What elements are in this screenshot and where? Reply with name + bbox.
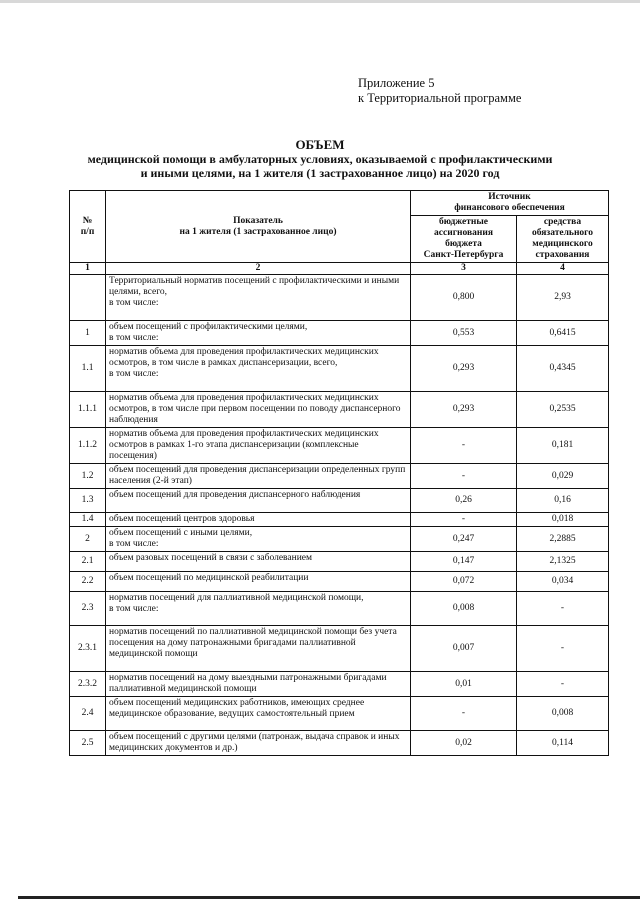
table-row (70, 275, 609, 321)
row-oms-value: 0,181 (517, 428, 609, 464)
title-line-3: и иными целями, на 1 жителя (1 застрахованное лицо) на 2020 год (140, 166, 500, 180)
row-budget-value: 0,008 (411, 592, 517, 626)
row-oms-value: 2,93 (517, 275, 609, 321)
row-oms-value: 0,018 (517, 513, 609, 527)
volume-table (69, 190, 609, 756)
row-budget-value: 0,147 (411, 552, 517, 572)
table-row (70, 697, 609, 731)
scan-bottom-edge (18, 896, 640, 899)
row-budget-value: 0,247 (411, 527, 517, 552)
row-indicator-text: объем посещений с иными целями, в том числе: (106, 527, 411, 552)
row-indicator-text: норматив объема для проведения профилактических медицинских осмотров, в том числе при первом посещении по поводу диспансерного наблюдения (106, 392, 411, 428)
row-number: 2 (70, 527, 106, 552)
row-budget-value: - (411, 428, 517, 464)
table-row (70, 572, 609, 592)
row-oms-value: 0,029 (517, 464, 609, 489)
row-budget-value: - (411, 464, 517, 489)
row-budget-value: 0,01 (411, 672, 517, 697)
table-body (70, 275, 609, 756)
row-number: 2.5 (70, 731, 106, 756)
table-row (70, 672, 609, 697)
row-oms-value: 0,4345 (517, 346, 609, 392)
row-indicator-text: объем посещений для проведения диспансеризации определенных групп населения (2-й этап) (106, 464, 411, 489)
row-indicator-text: Территориальный норматив посещений с профилактическими и иными целями, всего, в том числе: (106, 275, 411, 321)
row-indicator-text: объем посещений с профилактическими целями, в том числе: (106, 321, 411, 346)
row-budget-value: 0,293 (411, 392, 517, 428)
row-indicator-text: норматив объема для проведения профилактических медицинских осмотров, в том числе в рамках диспансеризации, всего, в том числе: (106, 346, 411, 392)
row-indicator-text: объем посещений с другими целями (патронаж, выдача справок и иных медицинских документов и др.) (106, 731, 411, 756)
row-oms-value: - (517, 672, 609, 697)
table-row (70, 346, 609, 392)
row-indicator-text: объем посещений по медицинской реабилитации (106, 572, 411, 592)
table-row (70, 428, 609, 464)
row-oms-value: 0,114 (517, 731, 609, 756)
scan-top-edge (0, 0, 640, 3)
row-number: 2.1 (70, 552, 106, 572)
row-oms-value: 0,6415 (517, 321, 609, 346)
annex-caption (358, 76, 521, 106)
annex-reference: к Территориальной программе (358, 91, 522, 105)
row-budget-value: 0,072 (411, 572, 517, 592)
row-budget-value: 0,800 (411, 275, 517, 321)
row-oms-value: 0,2535 (517, 392, 609, 428)
header-indicator: Показатель на 1 жителя (1 застрахованное лицо) (106, 191, 411, 263)
table-row (70, 552, 609, 572)
table-row (70, 513, 609, 527)
row-number: 1.3 (70, 489, 106, 513)
row-budget-value: 0,02 (411, 731, 517, 756)
row-oms-value: 0,034 (517, 572, 609, 592)
row-budget-value: 0,553 (411, 321, 517, 346)
table-row (70, 731, 609, 756)
table-row (70, 392, 609, 428)
table-row (70, 464, 609, 489)
row-indicator-text: объем посещений медицинских работников, имеющих среднее медицинское образование, ведущих самостоятельный прием (106, 697, 411, 731)
header-oms: средства обязательного медицинского страхования (517, 216, 609, 263)
row-budget-value: - (411, 513, 517, 527)
row-number: 2.3 (70, 592, 106, 626)
row-number: 2.2 (70, 572, 106, 592)
row-indicator-text: норматив посещений на дому выездными патронажными бригадами паллиативной медицинской помощи (106, 672, 411, 697)
row-number: 1.1.2 (70, 428, 106, 464)
column-number: 2 (106, 263, 411, 275)
row-budget-value: 0,007 (411, 626, 517, 672)
row-oms-value: 2,1325 (517, 552, 609, 572)
row-number: 1.4 (70, 513, 106, 527)
row-number: 1.1 (70, 346, 106, 392)
title-heading: ОБЪЕМ (295, 137, 345, 152)
table-row (70, 321, 609, 346)
header-budget: бюджетные ассигнования бюджета Санкт-Петербурга (411, 216, 517, 263)
column-numbers-row (70, 263, 609, 275)
row-number (70, 275, 106, 321)
header-num: № п/п (70, 191, 106, 263)
column-number: 4 (517, 263, 609, 275)
table-row (70, 527, 609, 552)
row-indicator-text: объем посещений для проведения диспансерного наблюдения (106, 489, 411, 513)
column-number: 1 (70, 263, 106, 275)
table-row (70, 489, 609, 513)
row-indicator-text: норматив объема для проведения профилактических медицинских осмотров в рамках 1-го этапа диспансеризации (комплексные посещения) (106, 428, 411, 464)
table-row (70, 592, 609, 626)
table-row (70, 626, 609, 672)
row-number: 1.1.1 (70, 392, 106, 428)
row-number: 2.3.1 (70, 626, 106, 672)
row-budget-value: - (411, 697, 517, 731)
row-budget-value: 0,293 (411, 346, 517, 392)
header-source: Источник финансового обеспечения (411, 191, 609, 216)
row-oms-value: 0,008 (517, 697, 609, 731)
row-indicator-text: объем разовых посещений в связи с заболеванием (106, 552, 411, 572)
row-oms-value: - (517, 592, 609, 626)
row-budget-value: 0,26 (411, 489, 517, 513)
annex-number: Приложение 5 (358, 76, 435, 90)
row-number: 2.4 (70, 697, 106, 731)
document-title (0, 138, 640, 180)
row-number: 1 (70, 321, 106, 346)
title-line-2: медицинской помощи в амбулаторных условиях, оказываемой с профилактическими (87, 152, 553, 166)
row-indicator-text: объем посещений центров здоровья (106, 513, 411, 527)
header-row-1 (70, 191, 609, 216)
row-indicator-text: норматив посещений для паллиативной медицинской помощи, в том числе: (106, 592, 411, 626)
row-number: 1.2 (70, 464, 106, 489)
row-oms-value: 0,16 (517, 489, 609, 513)
column-number: 3 (411, 263, 517, 275)
row-indicator-text: норматив посещений по паллиативной медицинской помощи без учета посещения на дому патронажными бригадами паллиативной медицинской помощи (106, 626, 411, 672)
row-number: 2.3.2 (70, 672, 106, 697)
row-oms-value: 2,2885 (517, 527, 609, 552)
row-oms-value: - (517, 626, 609, 672)
